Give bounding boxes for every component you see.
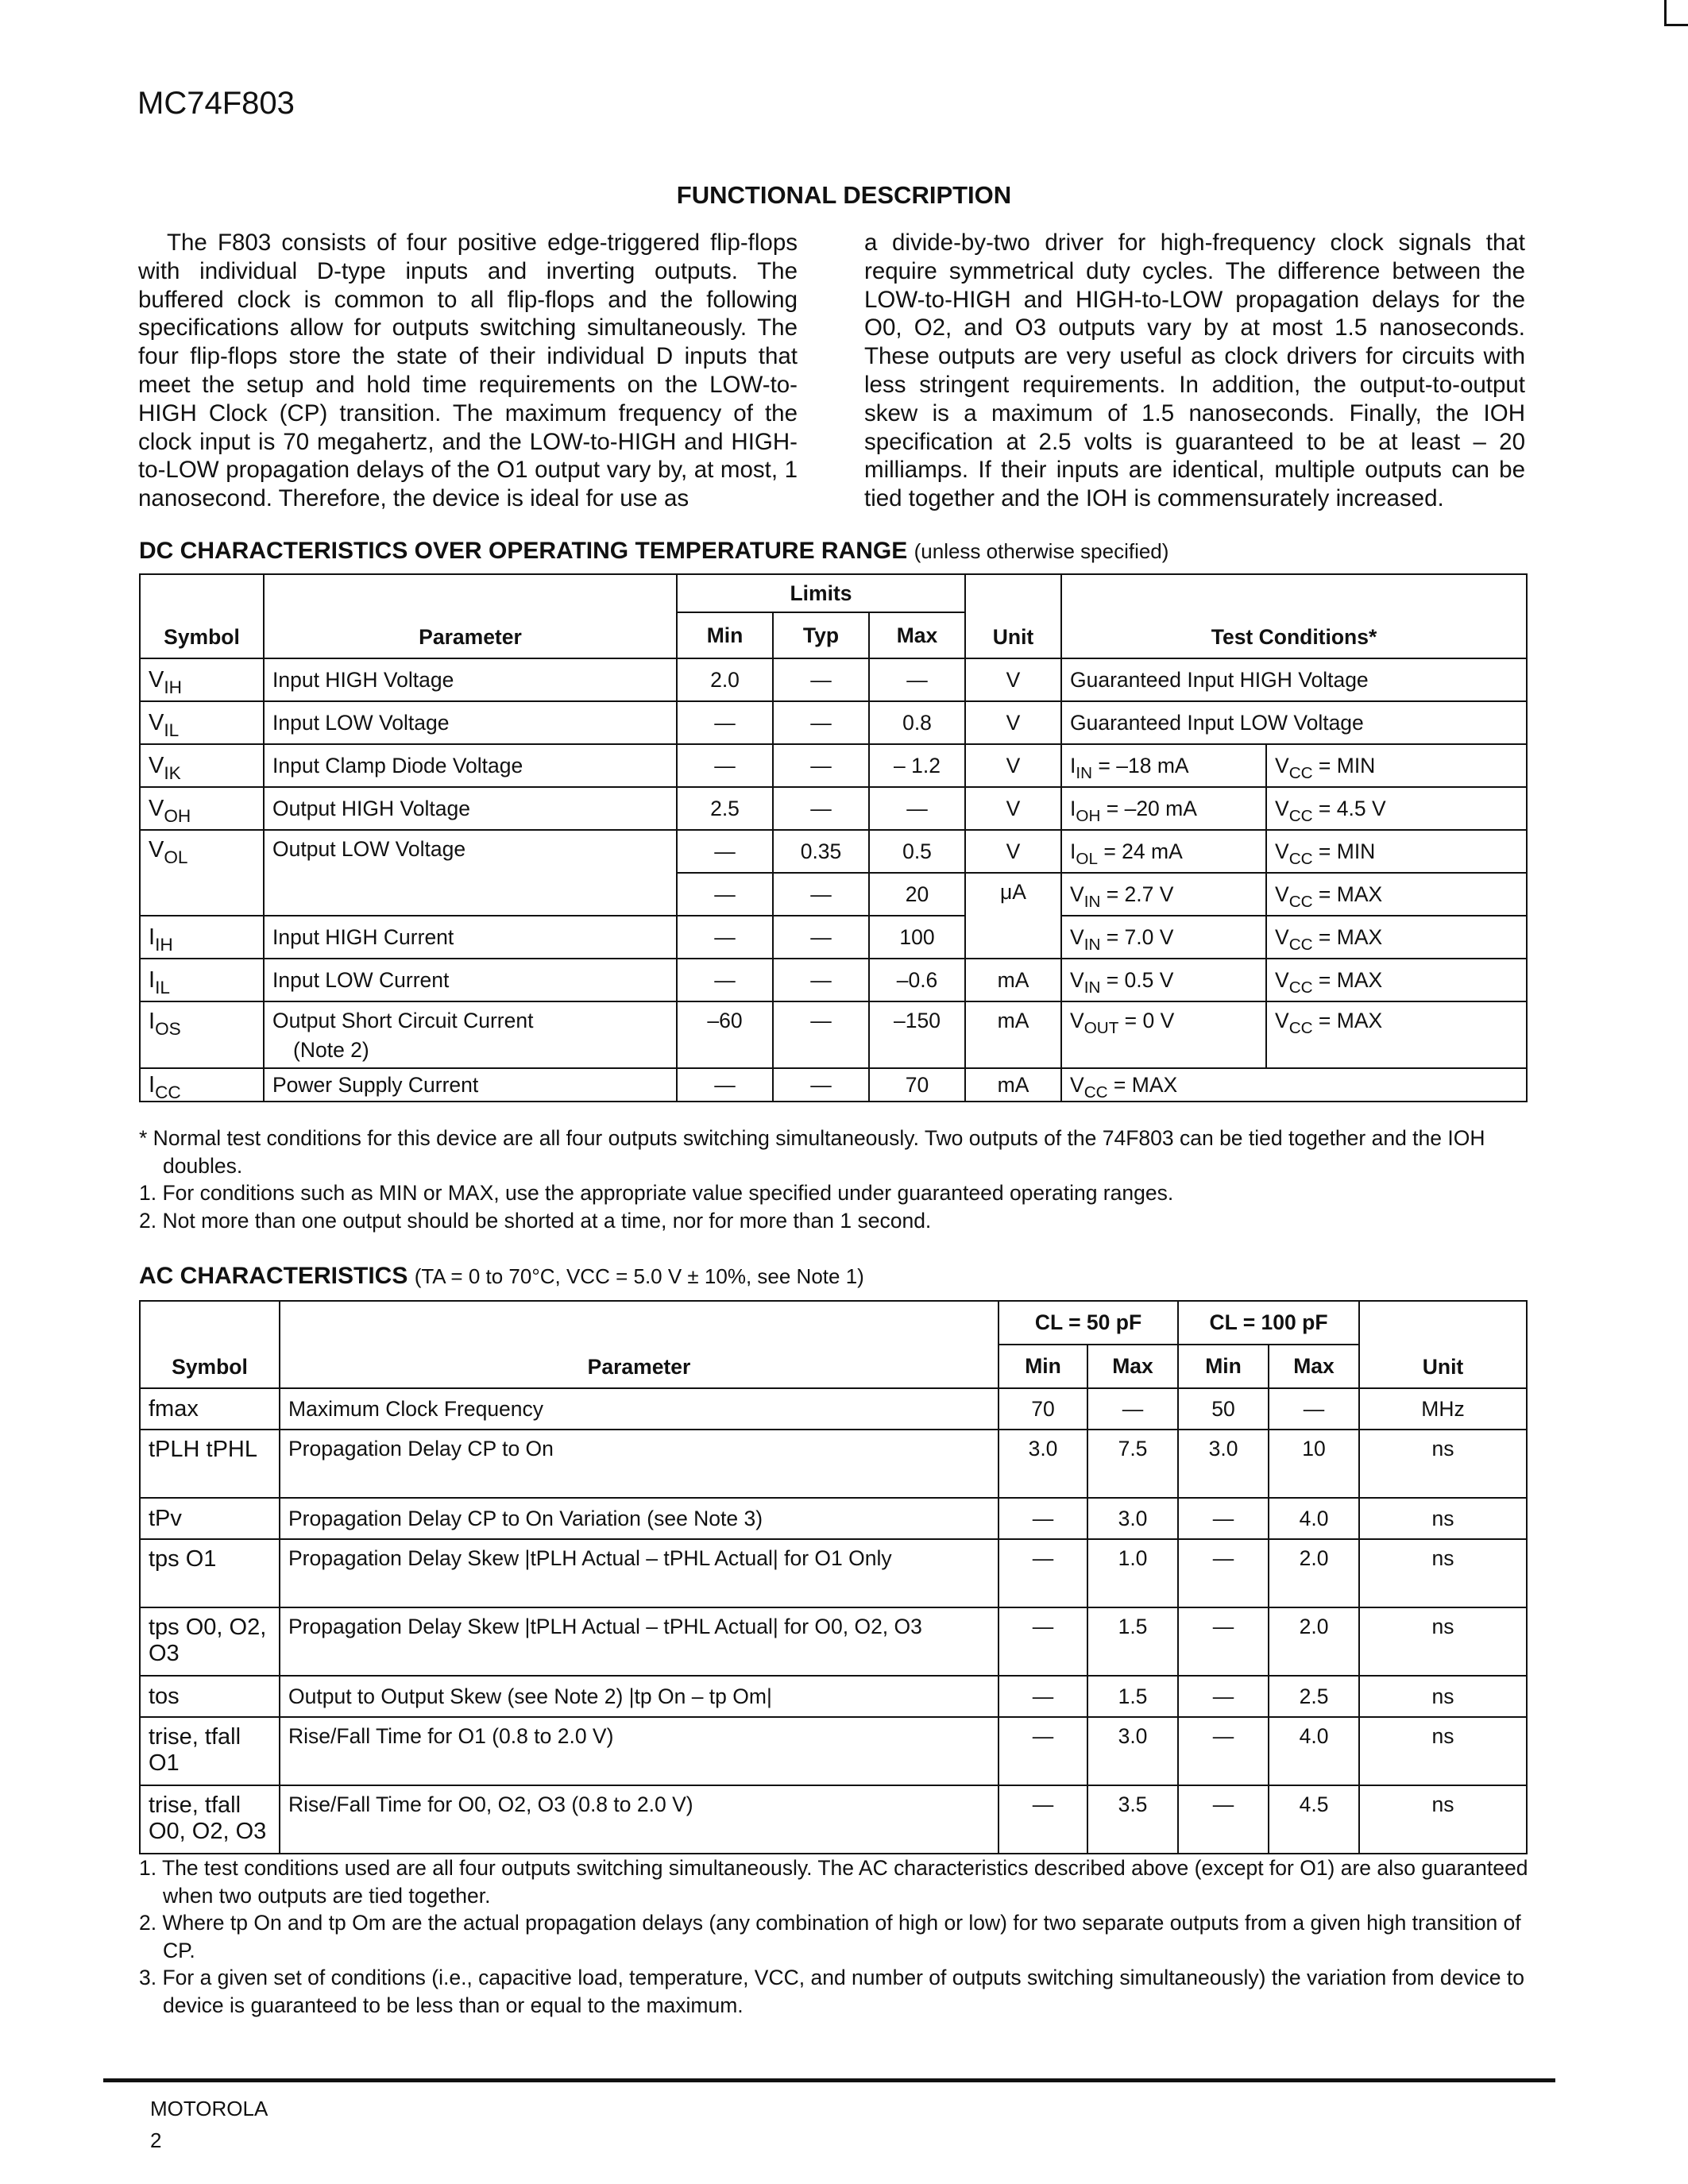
table-row — [140, 744, 1527, 787]
page-number: 2 — [150, 2128, 162, 2152]
dc-characteristics-table — [139, 573, 1528, 1102]
symbol-cell: fmax — [140, 1388, 280, 1430]
min100-cell: — — [1178, 1785, 1269, 1854]
ac-header-max-100: Max — [1269, 1345, 1359, 1388]
dc-note-2: 2. Not more than one output should be shorted at a time, nor for more than 1 second. — [139, 1208, 932, 1233]
table-row — [140, 1068, 1527, 1102]
min100-cell: — — [1178, 1498, 1269, 1539]
symbol-cell: $I_{CC}$ — [140, 1068, 264, 1102]
dc-header-symbol: Symbol — [140, 574, 264, 658]
dc-header-conditions: Test Conditions* — [1061, 574, 1527, 658]
ac-header-cl50: CL = 50 pF — [999, 1301, 1178, 1345]
parameter-cell: Input HIGH Current — [264, 916, 677, 959]
min-cell: — — [677, 830, 773, 873]
unit-cell: ns — [1359, 1676, 1527, 1717]
symbol-cell: $V_{OL}$ — [140, 830, 264, 916]
functional-description-title: FUNCTIONAL DESCRIPTION — [676, 181, 1012, 209]
supply-condition-cell: $V_{CC}$ = MIN — [1266, 830, 1527, 873]
functional-description-left — [138, 229, 798, 513]
symbol-cell: tps O1 — [140, 1539, 280, 1607]
dc-note-asterisk: * Normal test conditions for this device are all four outputs switching simultaneously. Two outputs of the 74F803 can be tied together and the IOH doubles. — [139, 1126, 1485, 1178]
ac-header-unit: Unit — [1359, 1301, 1527, 1388]
table-row — [140, 1676, 1527, 1717]
unit-cell: ns — [1359, 1607, 1527, 1676]
max50-cell: 7.5 — [1087, 1430, 1178, 1498]
ac-header-symbol: Symbol — [140, 1301, 280, 1388]
table-row — [140, 1717, 1527, 1785]
supply-condition-cell: $V_{CC}$ = MIN — [1266, 744, 1527, 787]
max-cell: — — [869, 787, 965, 830]
min-cell: –60 — [677, 1001, 773, 1068]
parameter-text: Output Short Circuit Current — [272, 1009, 534, 1032]
table-row — [140, 1498, 1527, 1539]
min-cell: — — [677, 916, 773, 959]
typ-cell: — — [773, 959, 869, 1001]
supply-condition-cell: $V_{CC}$ = MAX — [1266, 873, 1527, 916]
min-cell: 2.5 — [677, 787, 773, 830]
min100-cell: 50 — [1178, 1388, 1269, 1430]
max100-cell: 4.0 — [1269, 1498, 1359, 1539]
ac-characteristics-table — [139, 1300, 1528, 1854]
ac-note-3: 3. For a given set of conditions (i.e., capacitive load, temperature, VCC, and number of outputs switching simultaneously) the variation from device to device is guaranteed to be less than or equal to the maximum. — [139, 1966, 1524, 2017]
min50-cell: — — [999, 1607, 1087, 1676]
dc-note-1: 1. For conditions such as MIN or MAX, use the appropriate value specified under guaranteed operating ranges. — [139, 1181, 1174, 1205]
max100-cell: 10 — [1269, 1430, 1359, 1498]
unit-cell: mA — [965, 1001, 1061, 1068]
typ-cell: — — [773, 1068, 869, 1102]
unit-cell: V — [965, 830, 1061, 873]
parameter-cell: Propagation Delay Skew |tPLH Actual – tPHL Actual| for O1 Only — [280, 1539, 999, 1607]
ac-notes — [139, 1854, 1537, 2019]
parameter-cell — [264, 1001, 677, 1068]
parameter-cell: Propagation Delay CP to On — [280, 1430, 999, 1498]
unit-cell: ns — [1359, 1785, 1527, 1854]
symbol-cell: tPv — [140, 1498, 280, 1539]
symbol-cell: $V_{IH}$ — [140, 658, 264, 701]
unit-cell: mA — [965, 959, 1061, 1001]
max50-cell: 1.5 — [1087, 1607, 1178, 1676]
dc-section-title — [139, 538, 1168, 565]
symbol-cell: tPLH tPHL — [140, 1430, 280, 1498]
condition-cell: $V_{IN} = 7.0$ V — [1061, 916, 1266, 959]
typ-cell: — — [773, 701, 869, 744]
table-row — [140, 830, 1527, 873]
dc-qualifier: (unless otherwise specified) — [914, 539, 1169, 563]
ac-note-1: 1. The test conditions used are all four outputs switching simultaneously. The AC characteristics described above (except for O1) are also guaranteed when two outputs are tied together. — [139, 1856, 1528, 1908]
parameter-cell: Input LOW Voltage — [264, 701, 677, 744]
left-paragraph: The F803 consists of four positive edge-triggered flip-flops with individual D-type inputs and inverting outputs. The buffered clock is common to all flip-flops and the following specifications allow for outputs switching simultaneously. The four flip-flops store the state of their individual D inputs that meet the setup and hold time requirements on the LOW-to-HIGH Clock (CP) transition. The maximum frequency of the clock input is 70 megahertz, and the LOW-to-HIGH and HIGH-to-LOW propagation delays of the O1 output vary by, at most, 1 nanosecond. Therefore, the device is ideal for use as — [138, 230, 798, 512]
max-cell: — — [869, 658, 965, 701]
typ-cell: 0.35 — [773, 830, 869, 873]
dc-header-limits: Limits — [677, 574, 965, 612]
dc-notes — [139, 1125, 1537, 1234]
unit-cell: ns — [1359, 1430, 1527, 1498]
symbol-cell: trise, tfall O0, O2, O3 — [140, 1785, 280, 1854]
min-cell: — — [677, 701, 773, 744]
supply-condition-cell: $V_{CC} = 4.5$ V — [1266, 787, 1527, 830]
max-cell: 0.5 — [869, 830, 965, 873]
max100-cell: 4.5 — [1269, 1785, 1359, 1854]
table-row — [140, 658, 1527, 701]
condition-cell: Guaranteed Input HIGH Voltage — [1061, 658, 1527, 701]
parameter-cell: Propagation Delay CP to On Variation (see Note 3) — [280, 1498, 999, 1539]
part-number: MC74F803 — [137, 86, 295, 121]
max-cell: –0.6 — [869, 959, 965, 1001]
table-row — [140, 1785, 1527, 1854]
min100-cell: — — [1178, 1607, 1269, 1676]
parameter-cell: Power Supply Current — [264, 1068, 677, 1102]
ac-section-title — [139, 1263, 864, 1290]
condition-cell: Guaranteed Input LOW Voltage — [1061, 701, 1527, 744]
condition-cell: $V_{CC}$ = MAX — [1061, 1068, 1527, 1102]
supply-condition-cell: $V_{CC}$ = MAX — [1266, 959, 1527, 1001]
crop-mark — [1664, 0, 1688, 26]
table-row — [140, 1430, 1527, 1498]
max100-cell: 2.0 — [1269, 1539, 1359, 1607]
unit-cell: V — [965, 701, 1061, 744]
typ-cell: — — [773, 658, 869, 701]
unit-cell: V — [965, 658, 1061, 701]
table-row — [140, 787, 1527, 830]
max50-cell: 1.5 — [1087, 1676, 1178, 1717]
max50-cell: 3.0 — [1087, 1717, 1178, 1785]
ac-header-cl100: CL = 100 pF — [1178, 1301, 1359, 1345]
dc-header-max: Max — [869, 612, 965, 658]
typ-cell: — — [773, 1001, 869, 1068]
condition-cell: $I_{OH} = -20$ mA — [1061, 787, 1266, 830]
unit-cell: V — [965, 744, 1061, 787]
max50-cell: 3.0 — [1087, 1498, 1178, 1539]
unit-cell: ns — [1359, 1498, 1527, 1539]
parameter-cell: Input LOW Current — [264, 959, 677, 1001]
symbol-cell: tos — [140, 1676, 280, 1717]
table-row — [140, 1001, 1527, 1068]
unit-cell: ns — [1359, 1539, 1527, 1607]
condition-cell: $V_{IN} = 2.7$ V — [1061, 873, 1266, 916]
max-cell: 100 — [869, 916, 965, 959]
parameter-cell: Rise/Fall Time for O0, O2, O3 (0.8 to 2.0 V) — [280, 1785, 999, 1854]
parameter-cell: Maximum Clock Frequency — [280, 1388, 999, 1430]
min100-cell: — — [1178, 1717, 1269, 1785]
ac-header-min-50: Min — [999, 1345, 1087, 1388]
typ-cell: — — [773, 744, 869, 787]
min50-cell: 3.0 — [999, 1430, 1087, 1498]
condition-cell: $I_{OL} = 24$ mA — [1061, 830, 1266, 873]
max-cell: 70 — [869, 1068, 965, 1102]
parameter-note: (Note 2) — [293, 1038, 369, 1062]
supply-condition-cell: $V_{CC}$ = MAX — [1266, 1001, 1527, 1068]
ac-qualifier: (TA = 0 to 70°C, VCC = 5.0 V ± 10%, see Note 1) — [414, 1264, 864, 1288]
right-paragraph: a divide-by-two driver for high-frequency clock signals that require symmetrical duty cycles. The difference between the LOW-to-HIGH and HIGH-to-LOW propagation delays for the O0, O2, and O3 outputs vary by at most 1.5 nanoseconds. These outputs are very useful as clock drivers for circuits with less stringent requirements. In addition, the output-to-output skew is a maximum of 1.5 nanoseconds. Finally, the IOH specification at 2.5 volts is guaranteed to be at least – 20 milliamps. If their inputs are identical, multiple outputs can be tied together and the IOH is commensurately increased. — [864, 230, 1525, 512]
dc-header-min: Min — [677, 612, 773, 658]
table-row — [140, 1607, 1527, 1676]
parameter-cell: Propagation Delay Skew |tPLH Actual – tPHL Actual| for O0, O2, O3 — [280, 1607, 999, 1676]
max100-cell: — — [1269, 1388, 1359, 1430]
max-cell: 20 — [869, 873, 965, 916]
functional-description-right — [864, 229, 1525, 513]
max50-cell: 1.0 — [1087, 1539, 1178, 1607]
table-row — [140, 916, 1527, 959]
max50-cell: — — [1087, 1388, 1178, 1430]
min50-cell: — — [999, 1498, 1087, 1539]
min50-cell: 70 — [999, 1388, 1087, 1430]
max-cell: 0.8 — [869, 701, 965, 744]
min-cell: — — [677, 1068, 773, 1102]
parameter-cell: Output LOW Voltage — [264, 830, 677, 916]
supply-condition-cell: $V_{CC}$ = MAX — [1266, 916, 1527, 959]
parameter-cell: Input HIGH Voltage — [264, 658, 677, 701]
unit-cell: mA — [965, 1068, 1061, 1102]
symbol-cell: $V_{IL}$ — [140, 701, 264, 744]
typ-cell: — — [773, 916, 869, 959]
parameter-cell: Output HIGH Voltage — [264, 787, 677, 830]
min50-cell: — — [999, 1717, 1087, 1785]
table-row — [140, 701, 1527, 744]
min-cell: — — [677, 959, 773, 1001]
dc-header-parameter: Parameter — [264, 574, 677, 658]
ac-title: AC CHARACTERISTICS — [139, 1263, 408, 1289]
min-cell: 2.0 — [677, 658, 773, 701]
dc-header-unit: Unit — [965, 574, 1061, 658]
parameter-cell: Rise/Fall Time for O1 (0.8 to 2.0 V) — [280, 1717, 999, 1785]
footer-rule — [103, 2078, 1555, 2082]
typ-cell: — — [773, 787, 869, 830]
symbol-cell: $I_{IH}$ — [140, 916, 264, 959]
condition-cell: $V_{OUT} = 0$ V — [1061, 1001, 1266, 1068]
ac-note-2: 2. Where tp On and tp Om are the actual propagation delays (any combination of high or low) for two separate outputs from a given high transition of CP. — [139, 1911, 1521, 1962]
max100-cell: 2.5 — [1269, 1676, 1359, 1717]
max100-cell: 2.0 — [1269, 1607, 1359, 1676]
symbol-cell: $I_{OS}$ — [140, 1001, 264, 1068]
table-row — [140, 1539, 1527, 1607]
symbol-cell: $I_{IL}$ — [140, 959, 264, 1001]
max-cell: – 1.2 — [869, 744, 965, 787]
max100-cell: 4.0 — [1269, 1717, 1359, 1785]
max-cell: –150 — [869, 1001, 965, 1068]
min50-cell: — — [999, 1676, 1087, 1717]
table-row — [140, 1388, 1527, 1430]
parameter-cell: Input Clamp Diode Voltage — [264, 744, 677, 787]
typ-cell: — — [773, 873, 869, 916]
min-cell: — — [677, 873, 773, 916]
min100-cell: — — [1178, 1539, 1269, 1607]
ac-header-max-50: Max — [1087, 1345, 1178, 1388]
ac-header-parameter: Parameter — [280, 1301, 999, 1388]
unit-cell: ns — [1359, 1717, 1527, 1785]
min-cell: — — [677, 744, 773, 787]
unit-cell: V — [965, 787, 1061, 830]
symbol-cell: $V_{IK}$ — [140, 744, 264, 787]
footer-company: MOTOROLA — [150, 2097, 268, 2120]
table-row — [140, 959, 1527, 1001]
symbol-cell: trise, tfall O1 — [140, 1717, 280, 1785]
min100-cell: — — [1178, 1676, 1269, 1717]
parameter-cell: Output to Output Skew (see Note 2) |tp On – tp Om| — [280, 1676, 999, 1717]
dc-title: DC CHARACTERISTICS OVER OPERATING TEMPERATURE RANGE — [139, 538, 908, 564]
min100-cell: 3.0 — [1178, 1430, 1269, 1498]
symbol-cell: tps O0, O2, O3 — [140, 1607, 280, 1676]
min50-cell: — — [999, 1785, 1087, 1854]
max50-cell: 3.5 — [1087, 1785, 1178, 1854]
dc-header-typ: Typ — [773, 612, 869, 658]
condition-cell: $V_{IN} = 0.5$ V — [1061, 959, 1266, 1001]
condition-cell: $I_{IN} = -18$ mA — [1061, 744, 1266, 787]
ac-header-min-100: Min — [1178, 1345, 1269, 1388]
min50-cell: — — [999, 1539, 1087, 1607]
symbol-cell: $V_{OH}$ — [140, 787, 264, 830]
unit-cell: MHz — [1359, 1388, 1527, 1430]
unit-cell: μA — [965, 873, 1061, 959]
